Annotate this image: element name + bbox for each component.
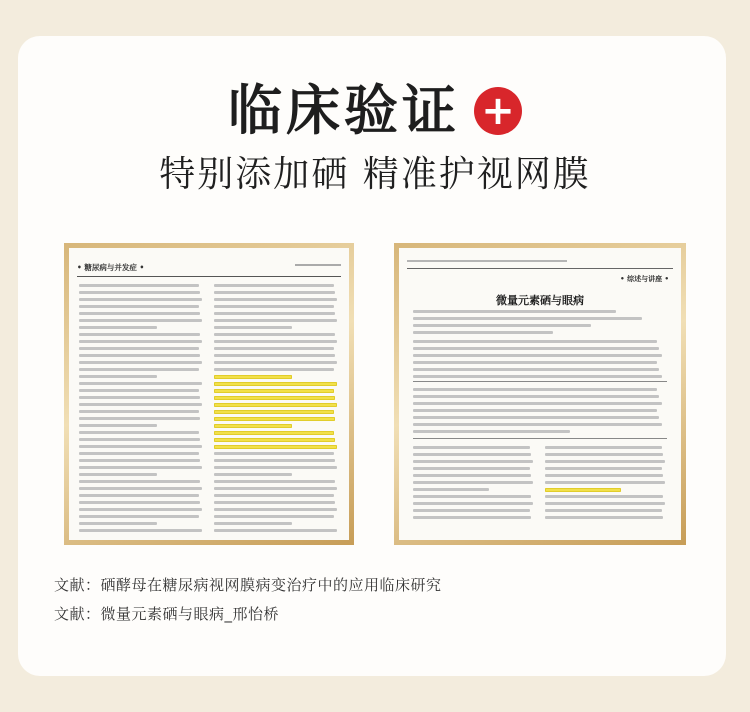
divider [413, 438, 667, 439]
text-line [79, 445, 202, 448]
text-line [214, 298, 337, 301]
text-line [214, 368, 334, 371]
text-line [79, 284, 199, 287]
text-line [413, 423, 662, 426]
text-line [79, 466, 202, 469]
document-page [399, 248, 681, 540]
text-line [413, 474, 531, 477]
text-line [79, 396, 200, 399]
text-line [413, 488, 489, 491]
text-line [214, 459, 335, 462]
text-line [214, 361, 337, 364]
text-line [413, 446, 530, 449]
text-line [545, 460, 665, 463]
text-line [214, 529, 337, 532]
text-line [214, 396, 335, 400]
journal-header [407, 256, 673, 269]
text-line [79, 368, 199, 371]
text-column [79, 284, 204, 530]
text-line [79, 319, 202, 322]
text-line [214, 501, 335, 504]
text-line [413, 430, 570, 433]
text-line [79, 403, 202, 406]
text-line [79, 361, 202, 364]
section-label: • 糖尿病与并发症 • [77, 263, 145, 272]
text-line [79, 417, 200, 420]
text-line [214, 431, 334, 435]
text-line [79, 340, 202, 343]
text-line [214, 417, 335, 421]
text-line [79, 410, 199, 413]
text-line [214, 508, 337, 511]
text-line [79, 347, 199, 350]
text-line [214, 515, 334, 518]
page-subtitle: 特别添加硒 精准护视网膜 [159, 154, 591, 195]
text-line [214, 340, 337, 343]
text-line [79, 480, 200, 483]
text-line [545, 488, 621, 492]
text-line [545, 516, 663, 519]
plus-icon: + [474, 87, 522, 135]
text-line [214, 333, 335, 336]
text-line [545, 467, 662, 470]
article-title: 微量元素硒与眼病 [496, 294, 584, 307]
text-line [413, 347, 659, 350]
text-line [413, 402, 662, 405]
text-line [545, 453, 663, 456]
text-line [214, 347, 334, 350]
text-line [79, 522, 157, 525]
text-line [545, 481, 665, 484]
text-line [413, 324, 591, 327]
text-line [214, 466, 337, 469]
text-line [79, 452, 199, 455]
text-line [214, 284, 334, 287]
text-line [545, 446, 662, 449]
text-line [413, 409, 657, 412]
text-line [214, 452, 334, 455]
text-line [214, 473, 292, 476]
text-line [545, 502, 665, 505]
author-block [413, 310, 667, 338]
text-line [413, 375, 662, 378]
text-line [214, 354, 335, 357]
page-title: 临床验证 [228, 79, 460, 142]
text-line [214, 494, 334, 497]
text-line [79, 473, 157, 476]
text-line [545, 474, 663, 477]
title-row [0, 80, 750, 142]
text-line [413, 460, 533, 463]
text-line [413, 516, 531, 519]
text-line [214, 305, 334, 308]
text-column [214, 284, 339, 530]
text-line [214, 291, 335, 294]
text-line [79, 459, 200, 462]
text-line [79, 438, 200, 441]
divider [413, 381, 667, 382]
text-line [413, 388, 657, 391]
text-line [214, 410, 334, 414]
text-line [545, 495, 663, 498]
text-line [79, 501, 200, 504]
text-line [413, 416, 659, 419]
text-line [79, 508, 202, 511]
text-line [79, 424, 157, 427]
text-line [214, 375, 292, 379]
text-column [413, 446, 535, 523]
text-line [79, 305, 199, 308]
text-line [413, 502, 533, 505]
text-line [413, 509, 530, 512]
text-line [79, 487, 202, 490]
text-column [545, 446, 667, 523]
text-line [79, 431, 199, 434]
text-line [413, 331, 553, 334]
text-line [79, 375, 157, 378]
text-line [413, 495, 531, 498]
text-line [79, 382, 202, 385]
text-line [214, 480, 335, 483]
body-columns [413, 446, 667, 523]
text-line [214, 438, 335, 442]
text-line [79, 298, 202, 301]
text-line [413, 317, 642, 320]
text-line [413, 467, 530, 470]
text-line [413, 310, 616, 313]
text-line [79, 312, 200, 315]
section-label: • 综述与讲座 • [620, 275, 669, 283]
text-line [79, 389, 199, 392]
text-line [214, 424, 292, 428]
text-line [413, 453, 531, 456]
text-line [545, 509, 662, 512]
journal-note [295, 262, 341, 268]
text-line [214, 319, 337, 322]
text-line [214, 487, 337, 490]
text-line [79, 291, 200, 294]
text-line [214, 312, 335, 315]
document-page [69, 248, 349, 540]
text-line [413, 395, 659, 398]
text-line [79, 529, 202, 532]
text-line [214, 326, 292, 329]
text-line [214, 522, 292, 525]
text-line [214, 403, 337, 407]
text-line [214, 445, 337, 449]
document-scan-left [64, 243, 354, 545]
document-header [77, 262, 341, 277]
reference-1: 文献：硒酵母在糖尿病视网膜病变治疗中的应用临床研究 [54, 576, 442, 594]
text-line [413, 340, 657, 343]
text-line [413, 361, 657, 364]
text-line [214, 389, 334, 393]
abstract-block [413, 340, 667, 382]
reference-2: 文献：微量元素硒与眼病_邢怡桥 [54, 605, 280, 623]
text-line [413, 481, 533, 484]
text-line [79, 354, 200, 357]
text-line [79, 515, 199, 518]
text-line [79, 494, 199, 497]
text-line [413, 368, 659, 371]
english-abstract [413, 388, 667, 437]
text-line [79, 326, 157, 329]
text-line [214, 382, 337, 386]
document-columns [79, 284, 339, 530]
text-line [413, 354, 662, 357]
text-line [79, 333, 200, 336]
document-scan-right [394, 243, 686, 545]
